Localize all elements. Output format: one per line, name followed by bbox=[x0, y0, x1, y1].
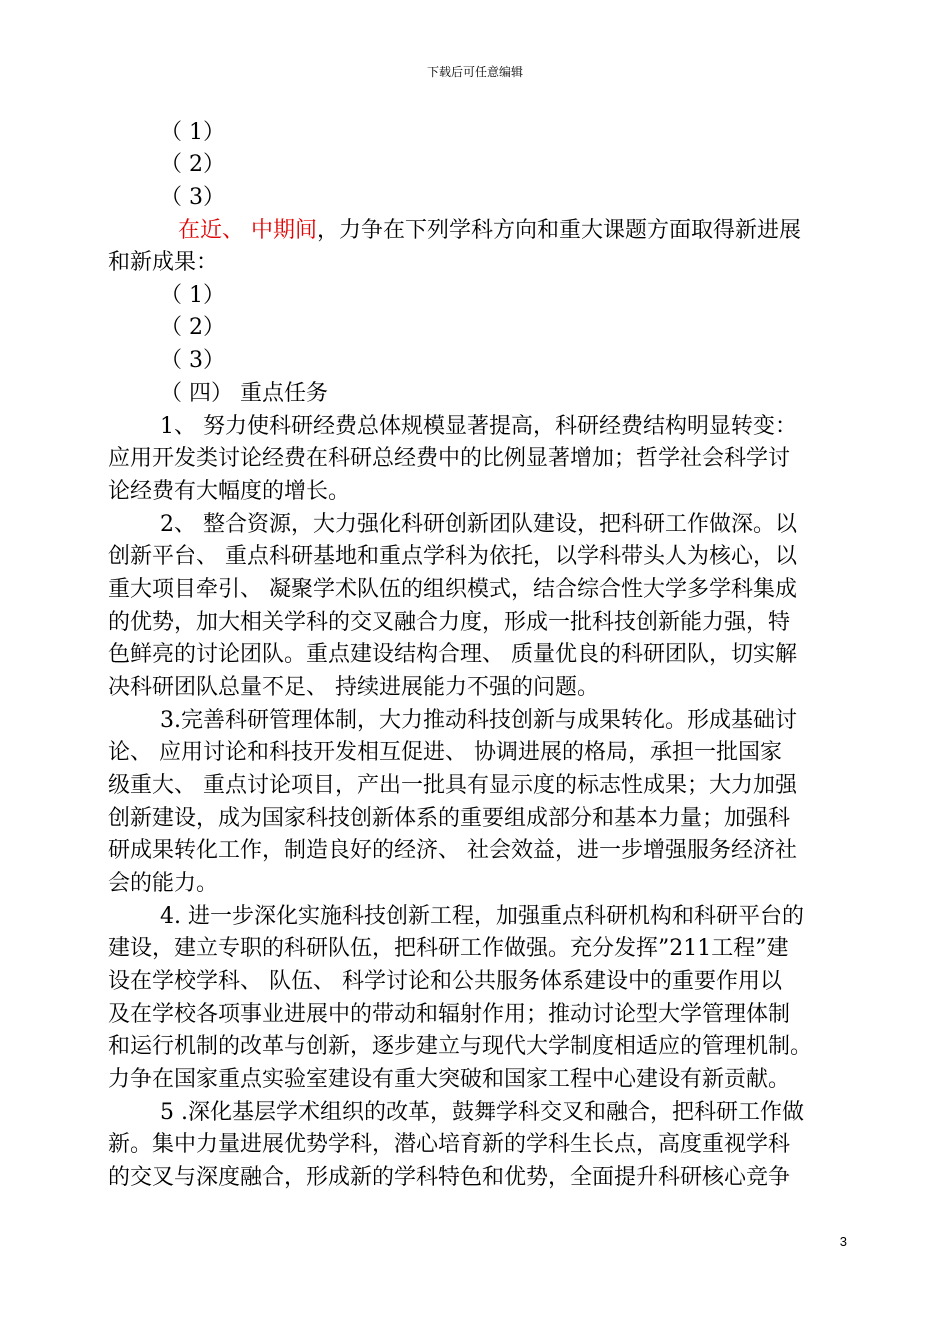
text-line: 建设，建立专职的科研队伍，把科研工作做强。充分发挥”211工程”建 bbox=[108, 936, 789, 961]
text-line: 应用开发类讨论经费在科研总经费中的比例显著增加；哲学社会科学讨 bbox=[108, 446, 791, 471]
page-number: 3 bbox=[839, 1234, 847, 1249]
text-line: 创新建设，成为国家科技创新体系的重要组成部分和基本力量；加强科 bbox=[108, 806, 791, 831]
text-line: 的交叉与深度融合，形成新的学科特色和优势，全面提升科研核心竞争 bbox=[108, 1165, 791, 1190]
text-line: （ 1） bbox=[160, 283, 225, 308]
text-line: （ 2） bbox=[160, 152, 225, 177]
text-line: 会的能力。 bbox=[108, 871, 219, 896]
text-line: 新。集中力量进展优势学科，潜心培育新的学科生长点，高度重视学科 bbox=[108, 1132, 791, 1157]
text-line: 创新平台、 重点科研基地和重点学科为依托，以学科带头人为核心，以 bbox=[108, 544, 797, 569]
text-line: 决科研团队总量不足、 持续进展能力不强的问题。 bbox=[108, 675, 599, 700]
text-line: 及在学校各项事业进展中的带动和辐射作用；推动讨论型大学管理体制 bbox=[108, 1002, 791, 1027]
text-line: 2、 整合资源，大力强化科研创新团队建设，把科研工作做深。以 bbox=[160, 512, 797, 537]
text-line: 论、 应用讨论和科技开发相互促进、 协调进展的格局，承担一批国家 bbox=[108, 740, 782, 765]
text-line: （ 3） bbox=[160, 185, 225, 210]
text-line: 和新成果： bbox=[108, 250, 219, 275]
text-line: 3.完善科研管理体制，大力推动科技创新与成果转化。形成基础讨 bbox=[160, 708, 797, 733]
text-line: 力争在国家重点实验室建设有重大突破和国家工程中心建设有新贡献。 bbox=[108, 1067, 791, 1092]
text-line: 色鲜亮的讨论团队。重点建设结构合理、 质量优良的科研团队，切实解 bbox=[108, 642, 797, 667]
text-line: 重大项目牵引、 凝聚学术队伍的组织模式，结合综合性大学多学科集成 bbox=[108, 577, 797, 602]
text-line: 研成果转化工作，制造良好的经济、 社会效益，进一步增强服务经济社 bbox=[108, 838, 797, 863]
text-line: （ 1） bbox=[160, 120, 225, 145]
text-line: （ 2） bbox=[160, 315, 225, 340]
text-line: 4. 进一步深化实施科技创新工程，加强重点科研机构和科研平台的 bbox=[160, 904, 804, 929]
text-line: 的优势，加大相关学科的交叉融合力度，形成一批科技创新能力强，特 bbox=[108, 610, 791, 635]
highlighted-text: 在近、 中期间 bbox=[178, 218, 317, 243]
text-line: 5 .深化基层学术组织的改革，鼓舞学科交叉和融合，把科研工作做 bbox=[160, 1100, 804, 1125]
section-heading: （ 四） 重点任务 bbox=[160, 381, 328, 406]
text-line: 在近、 中期间，力争在下列学科方向和重大课题方面取得新进展 bbox=[178, 218, 802, 243]
text-line: 1、 努力使科研经费总体规模显著提高，科研经费结构明显转变： bbox=[160, 414, 797, 439]
text-line: 级重大、 重点讨论项目，产出一批具有显示度的标志性成果；大力加强 bbox=[108, 773, 797, 798]
text-line: 论经费有大幅度的增长。 bbox=[108, 479, 351, 504]
page-header: 下载后可任意编辑 bbox=[426, 65, 523, 79]
text-line: （ 3） bbox=[160, 348, 225, 373]
text-line: 设在学校学科、 队伍、 科学讨论和公共服务体系建设中的重要作用以 bbox=[108, 969, 782, 994]
text-line: 和运行机制的改革与创新，逐步建立与现代大学制度相适应的管理机制。 bbox=[108, 1034, 813, 1059]
